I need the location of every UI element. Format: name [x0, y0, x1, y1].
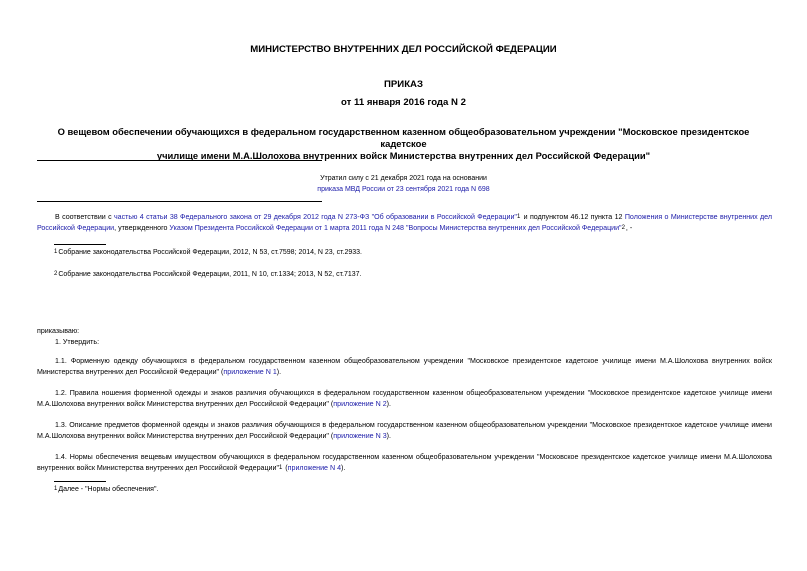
item-1-3-end: ). — [386, 432, 391, 440]
order-date: от 11 января 2016 года N 2 — [341, 97, 466, 108]
title-line-1: О вещевом обеспечении обучающихся в федеральном государственном казенном общеобразовательном учреждении "Московское президентское кадетское — [57, 126, 750, 149]
footnote-ref-3[interactable]: 1 — [278, 465, 283, 471]
appendix-1-link[interactable]: приложение N 1 — [223, 368, 277, 376]
mvd-regulation-link[interactable]: Положения о Министерстве внутренних дел Российской Федерации — [37, 213, 772, 232]
appendix-4-link[interactable]: приложение N 4 — [287, 464, 342, 472]
footnote-3 — [54, 486, 158, 493]
footnote-ref-2[interactable]: 2 — [621, 225, 625, 231]
item-1-1 — [37, 356, 772, 378]
status-note-text: Утратил силу с 21 декабря 2021 года на основании — [320, 175, 487, 182]
intro-text-1: В соответствии с — [55, 213, 114, 221]
item-1-2 — [37, 388, 772, 410]
intro-text-3: , утвержденного — [114, 224, 170, 232]
order-word: приказываю: — [37, 327, 80, 335]
appendix-2-link[interactable]: приложение N 2 — [333, 400, 387, 408]
item-1-3-text: 1.3. Описание предметов форменной одежды и знаков различия обучающихся в федеральном государственном казенном общеобразовательном учреждении "Московское президентское кадетское училище имени М.А.Шолохова внутренних войск Министерства внутренних дел Российской Федерации" ( — [37, 421, 772, 440]
intro-text-4: , - — [625, 224, 633, 232]
item-1: 1. Утвердить: — [55, 338, 100, 346]
footnote-1 — [54, 249, 362, 256]
education-law-link[interactable]: частью 4 статьи 38 Федерального закона от 29 декабря 2012 года N 273-ФЗ "Об образовании в Российской Федерации" — [113, 213, 517, 221]
item-1-2-text: 1.2. Правила ношения форменной одежды и знаков различия обучающихся в федеральном государственном казенном общеобразовательном учреждении "Московское президентское кадетское училище имени М.А.Шолохова внутренних войск Министерства внутренних дел Российской Федерации" ( — [37, 389, 772, 408]
item-1-1-text: 1.1. Форменную одежду обучающихся в федеральном государственном казенном общеобразовательном учреждении "Московское президентское кадетское училище имени М.А.Шолохова внутренних войск Министерства внутренних дел Российской Федерации" ( — [37, 357, 772, 376]
ministry-heading: МИНИСТЕРСТВО ВНУТРЕННИХ ДЕЛ РОССИЙСКОЙ ФЕДЕРАЦИИ — [250, 44, 557, 55]
item-1-4-text: 1.4. Нормы обеспечения вещевым имуществом обучающихся в федеральном государственном казенном общеобразовательном учреждении "Московское президентское кадетское училище имени М.А.Шолохова внутренних войск Министерства внутренних дел Российской Федерации" — [37, 453, 772, 472]
appendix-3-link[interactable]: приложение N 3 — [333, 432, 387, 440]
footnote-mark: 1 — [54, 249, 58, 255]
footnote-text: Собрание законодательства Российской Федерации, 2012, N 53, ст.7598; 2014, N 23, ст.2933. — [58, 249, 362, 256]
order-title — [35, 126, 772, 162]
footnote-text: Собрание законодательства Российской Федерации, 2011, N 10, ст.1334; 2013, N 52, ст.7137. — [58, 271, 362, 278]
repeal-order-link[interactable]: приказа МВД России от 23 сентября 2021 года N 698 — [317, 186, 490, 193]
item-1-4-end: ). — [341, 464, 346, 472]
item-1-4: 1.4. Нормы обеспечения вещевым имуществом обучающихся в федеральном государственном казенном общеобразовательном учреждении "Московское президентское кадетское училище имени М.А.Шолохова внутренних войск Министерства внутренних дел Российской Федерации"1 (приложение N 4). — [37, 453, 772, 472]
separator-bottom — [37, 201, 322, 202]
item-1-1-end: ). — [276, 368, 282, 376]
item-1-2-end: ). — [386, 400, 391, 408]
order-heading: ПРИКАЗ — [384, 79, 423, 90]
title-line-2: училище имени М.А.Шолохова внутренних войск Министерства внутренних дел Российской Федерации" — [156, 150, 651, 161]
footnote-ref-1[interactable]: 1 — [516, 214, 521, 220]
separator-top — [37, 160, 322, 161]
item-1-3 — [37, 420, 772, 442]
footnote-mark: 2 — [54, 271, 58, 277]
footnote-text: Далее - "Нормы обеспечения". — [58, 486, 159, 493]
footnote-2 — [54, 271, 361, 278]
status-note — [0, 173, 807, 195]
footnote-separator-2 — [54, 481, 106, 482]
intro-text-2: и подпунктом 46.12 пункта 12 — [521, 213, 625, 221]
president-decree-link[interactable]: Указом Президента Российской Федерации от 1 марта 2011 года N 248 "Вопросы Министерства внутренних дел Российской Федерации" — [169, 224, 622, 232]
footnote-separator-1 — [54, 244, 106, 245]
intro-paragraph — [37, 212, 772, 234]
footnote-mark: 1 — [54, 486, 58, 492]
